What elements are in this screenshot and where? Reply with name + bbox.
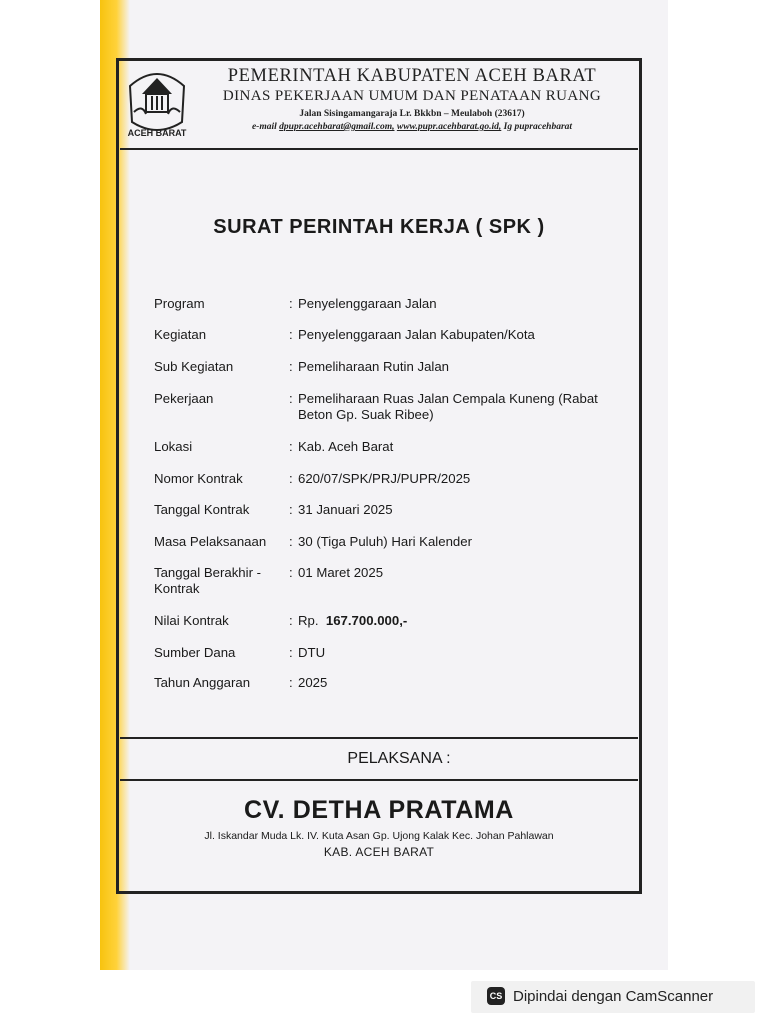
letterhead-text <box>196 66 628 132</box>
field-label-line2: Kontrak <box>154 581 200 596</box>
currency-prefix: Rp. <box>298 613 319 628</box>
field-label: Lokasi <box>154 439 193 454</box>
field-colon: : <box>289 565 293 580</box>
field-colon: : <box>289 327 293 342</box>
field-colon: : <box>289 359 293 374</box>
field-label: Nomor Kontrak <box>154 471 243 486</box>
website-link[interactable]: www.pupr.acehbarat.go.id, <box>396 122 502 132</box>
field-label: Kegiatan <box>154 327 207 342</box>
camscanner-icon: CS <box>487 987 505 1005</box>
field-label: Pekerjaan <box>154 391 214 406</box>
regency-emblem-icon <box>122 64 192 144</box>
department-name: DINAS PEKERJAAN UMUM DAN PENATAAN RUANG <box>222 88 602 104</box>
field-value <box>298 613 618 629</box>
field-colon: : <box>289 471 293 486</box>
field-value: 620/07/SPK/PRJ/PUPR/2025 <box>298 471 471 486</box>
company-city: KAB. ACEH BARAT <box>323 845 435 859</box>
field-label-line1: Tanggal Berakhir - <box>154 565 262 580</box>
field-value: 30 (Tiga Puluh) Hari Kalender <box>298 534 472 549</box>
field-value: 01 Maret 2025 <box>298 565 384 580</box>
emblem-lettering: ACEH BARAT <box>127 128 187 138</box>
field-colon: : <box>289 675 293 690</box>
field-colon: : <box>289 502 293 517</box>
field-value-line2: Beton Gp. Suak Ribee) <box>298 407 434 422</box>
office-address: Jalan Sisingamangaraja Lr. Bkkbn – Meulaboh (23617) <box>299 109 525 119</box>
field-value: Pemeliharaan Rutin Jalan <box>298 359 450 374</box>
field-colon: : <box>289 439 293 454</box>
pelaksana-label: PELAKSANA : <box>347 750 451 767</box>
divider <box>120 737 638 739</box>
field-colon: : <box>289 534 293 549</box>
email-prefix: e-mail <box>251 122 277 132</box>
field-colon: : <box>289 391 293 406</box>
field-label: Program <box>154 296 205 311</box>
divider <box>120 779 638 781</box>
field-label: Masa Pelaksanaan <box>154 534 267 549</box>
watermark-text: Dipindai dengan CamScanner <box>513 988 714 1005</box>
field-value <box>298 391 618 423</box>
field-value: Penyelenggaraan Jalan <box>298 296 437 311</box>
field-colon: : <box>289 645 293 660</box>
field-label: Sumber Dana <box>154 645 236 660</box>
field-label: Tahun Anggaran <box>154 675 251 690</box>
field-label: Tanggal Kontrak <box>154 502 250 517</box>
field-value: 31 Januari 2025 <box>298 502 393 517</box>
field-value-line1: Pemeliharaan Ruas Jalan Cempala Kuneng (Rabat <box>298 391 598 406</box>
document-title: SURAT PERINTAH KERJA ( SPK ) <box>213 216 545 238</box>
field-label: Nilai Kontrak <box>154 613 229 628</box>
field-label <box>154 565 284 597</box>
field-colon: : <box>289 613 293 628</box>
contact-line <box>196 122 628 132</box>
email-link[interactable]: dpupr.acehbarat@gmail.com, <box>279 122 395 132</box>
field-value: Kab. Aceh Barat <box>298 439 394 454</box>
government-name: PEMERINTAH KABUPATEN ACEH BARAT <box>227 66 597 86</box>
field-value: DTU <box>298 645 326 660</box>
company-name: CV. DETHA PRATAMA <box>244 796 514 824</box>
field-value: 2025 <box>298 675 328 690</box>
field-value: Penyelenggaraan Jalan Kabupaten/Kota <box>298 327 535 342</box>
instagram-handle: Ig pupracehbarat <box>503 122 573 132</box>
contract-amount: 167.700.000,- <box>325 613 408 628</box>
company-address: Jl. Iskandar Muda Lk. IV. Kuta Asan Gp. Ujong Kalak Kec. Johan Pahlawan <box>204 830 554 842</box>
field-colon: : <box>289 296 293 311</box>
field-label: Sub Kegiatan <box>154 359 234 374</box>
